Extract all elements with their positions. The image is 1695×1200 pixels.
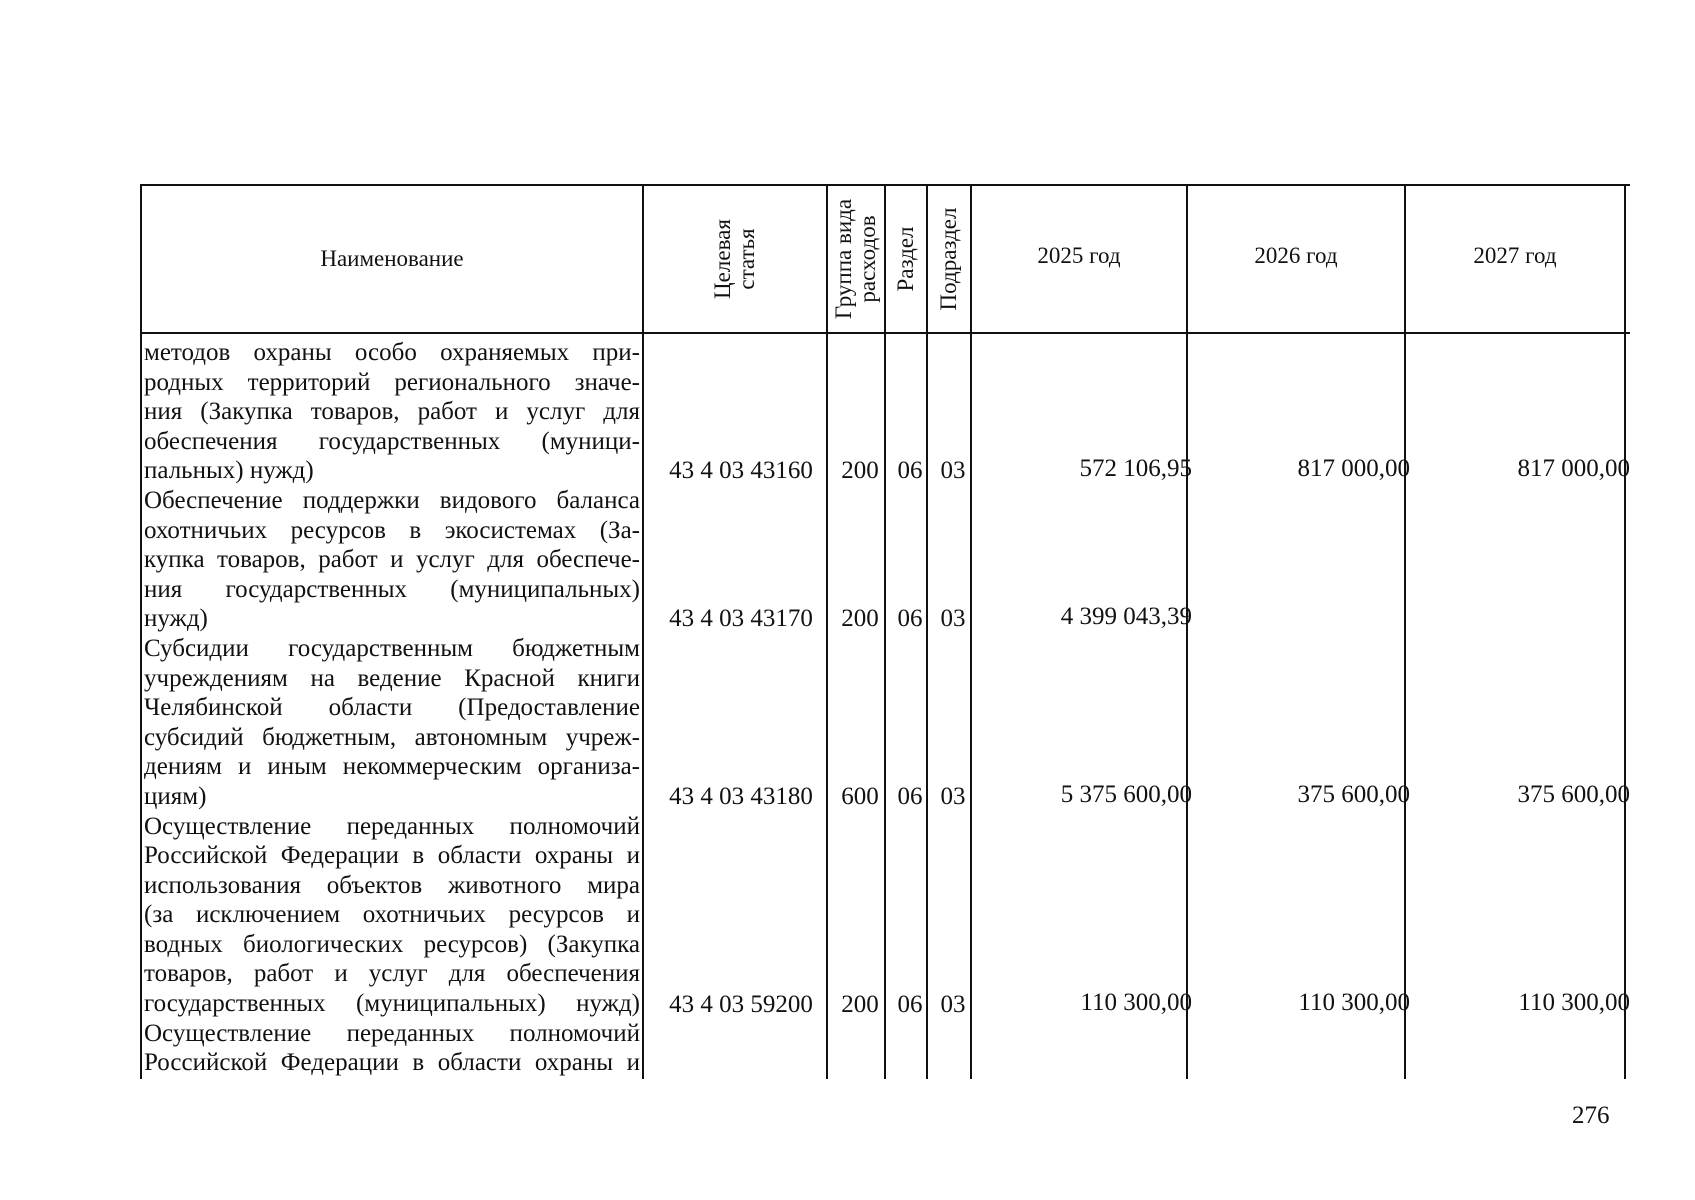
- name-line: методов охраны особо охраняемых при-: [144, 339, 640, 366]
- header-name: Наименование: [320, 246, 464, 271]
- header-subsection-cell: [928, 186, 970, 332]
- name-line: Субсидии государственным бюджетным: [144, 634, 640, 662]
- row-group: 200: [841, 457, 879, 484]
- header-target-article-cell: [644, 186, 826, 332]
- name-column-text: [144, 338, 640, 1078]
- name-line: государственных (муниципальных) нужд): [144, 990, 640, 1018]
- row-code: 43 4 03 43160: [669, 457, 813, 484]
- name-line: использования объектов животного мира: [144, 871, 640, 899]
- name-line: охотничьих ресурсов в экосистемах (За-: [144, 516, 640, 544]
- header-2026: 2026 год: [1254, 243, 1338, 268]
- name-line: Челябинской области (Предоставление: [144, 694, 640, 722]
- row-subsection: 03: [940, 783, 966, 810]
- name-line: Осуществление переданных полномочий: [144, 812, 640, 840]
- name-line: родных территорий регионального значе-: [144, 368, 640, 396]
- name-line: водных биологических ресурсов) (Закупка: [144, 930, 640, 958]
- row-code: 43 4 03 43180: [669, 783, 813, 810]
- row-section: 06: [897, 605, 923, 632]
- header-section: Раздел: [893, 226, 918, 292]
- header-subsection: Подраздел: [936, 207, 961, 311]
- row-2027: 375 600,00: [1517, 781, 1630, 808]
- header-expense-group: Группа вида расходов: [831, 198, 880, 320]
- page-number: 276: [1572, 1102, 1610, 1129]
- row-2027: 110 300,00: [1518, 989, 1630, 1016]
- header-section-cell: [886, 186, 926, 332]
- row-subsection: 03: [940, 605, 966, 632]
- row-2025: 4 399 043,39: [1060, 603, 1192, 630]
- row-subsection: 03: [940, 457, 966, 484]
- name-line: Обеспечение поддержки видового баланса: [144, 486, 640, 514]
- row-section: 06: [897, 991, 923, 1018]
- header-expense-group-cell: [828, 186, 884, 332]
- name-line: субсидий бюджетным, автономным учреж-: [144, 723, 640, 751]
- name-line: (за исключением охотничьих ресурсов и: [144, 901, 640, 929]
- row-subsection: 03: [940, 991, 966, 1018]
- row-2026: 375 600,00: [1297, 781, 1410, 808]
- row-group: 600: [841, 783, 879, 810]
- name-line: товаров, работ и услуг для обеспечения: [144, 960, 640, 988]
- header-2025: 2025 год: [1037, 243, 1121, 268]
- name-line: Российской Федерации в области охраны и: [144, 842, 640, 870]
- row-2026: 817 000,00: [1297, 455, 1410, 482]
- name-line: ния государственных (муниципальных): [144, 575, 640, 603]
- row-2025: 572 106,95: [1079, 455, 1192, 482]
- name-line: купка товаров, работ и услуг для обеспече-: [144, 546, 640, 574]
- header-target-article: Целевая статья: [710, 219, 759, 299]
- name-line: обеспечения государственных (муници-: [144, 427, 640, 455]
- row-group: 200: [841, 991, 879, 1018]
- row-code: 43 4 03 59200: [669, 991, 813, 1018]
- name-line: учреждениям на ведение Красной книги: [144, 664, 640, 692]
- name-line: пальных) нужд): [144, 457, 314, 485]
- row-section: 06: [897, 457, 923, 484]
- name-line: циям): [144, 782, 207, 810]
- row-section: 06: [897, 783, 923, 810]
- name-line: нужд): [144, 605, 208, 633]
- row-2025: 110 300,00: [1080, 989, 1192, 1016]
- name-line: Осуществление переданных полномочий: [144, 1019, 640, 1047]
- header-2027: 2027 год: [1473, 243, 1557, 268]
- row-code: 43 4 03 43170: [669, 605, 813, 632]
- name-line: Российской Федерации в области охраны и: [144, 1049, 640, 1077]
- row-2025: 5 375 600,00: [1060, 781, 1192, 808]
- row-2027: 817 000,00: [1517, 455, 1630, 482]
- name-line: ния (Закупка товаров, работ и услуг для: [144, 398, 640, 426]
- name-line: дениям и иным некоммерческим организа-: [144, 753, 640, 781]
- row-group: 200: [841, 605, 879, 632]
- row-2026: 110 300,00: [1298, 989, 1410, 1016]
